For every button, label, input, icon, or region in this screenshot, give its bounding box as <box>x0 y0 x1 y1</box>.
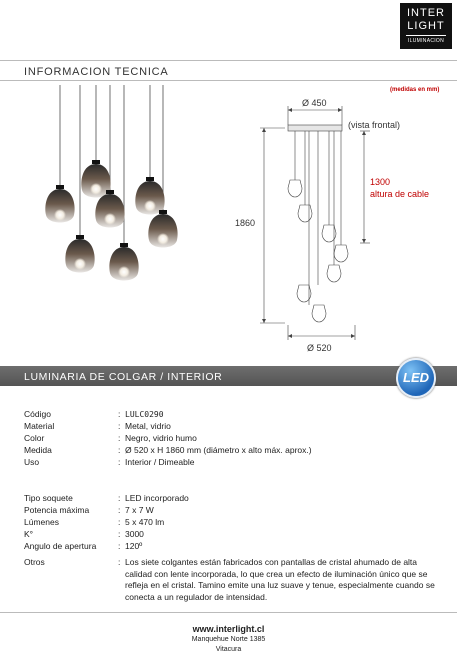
section-title: INFORMACION TECNICA <box>24 66 169 78</box>
spec-value: 120º <box>125 541 143 551</box>
spec-value: Ø 520 x H 1860 mm (diámetro x alto máx. aprox.) <box>125 445 312 455</box>
spec-value: 5 x 470 lm <box>125 517 165 527</box>
brand-line3: ILUMINACION <box>407 38 445 44</box>
otros-description: Los siete colgantes están fabricados con pantallas de cristal ahumado de alta calidad con lente incorporada, lo que crea un efecto de iluminación único que se refleja en el cristal. Tamino emite una luz suave y tenue, especialmente cuando se conecta a un regulador de intensidad. <box>125 557 435 602</box>
spec-value: LED incorporado <box>125 493 189 503</box>
spec-colon: : <box>118 433 121 443</box>
header-bottom-rule <box>0 80 457 81</box>
spec-colon: : <box>118 457 121 467</box>
spec-label: Material <box>24 421 55 431</box>
spec-colon: : <box>118 409 121 419</box>
footer-address: Manquehue Norte 1385 <box>191 636 266 643</box>
spec-label: Uso <box>24 457 40 467</box>
spec-value: Negro, vidrio humo <box>125 433 197 443</box>
spec-value: 7 x 7 W <box>125 505 154 515</box>
spec-label: Angulo de apertura <box>24 541 97 551</box>
dimension-diagram <box>230 95 457 355</box>
spec-label: K° <box>24 529 34 539</box>
spec-colon: : <box>118 517 121 527</box>
top-diameter-label: Ø 450 <box>302 98 327 108</box>
footer-website-link[interactable]: www.interlight.cl <box>192 624 265 634</box>
spec-value: LULC0290 <box>125 410 164 419</box>
spec-label: Medida <box>24 445 52 455</box>
spec-colon: : <box>118 505 121 515</box>
spec-label: Potencia máxima <box>24 505 90 515</box>
units-note: (medidas en mm) <box>390 87 440 93</box>
footer-rule <box>0 612 457 613</box>
otros-colon: : <box>118 557 121 567</box>
spec-label: Código <box>24 409 51 419</box>
header-top-rule <box>0 60 457 61</box>
pendant-7 <box>109 243 138 281</box>
spec-colon: : <box>118 445 121 455</box>
brand-line1: INTER <box>407 7 445 19</box>
product-type-title: LUMINARIA DE COLGAR / INTERIOR <box>24 371 223 383</box>
spec-value: Metal, vidrio <box>125 421 171 431</box>
spec-colon: : <box>118 541 121 551</box>
spec-label: Lúmenes <box>24 517 59 527</box>
pendant-6 <box>65 235 94 273</box>
footer-city: Vitacura <box>215 646 242 653</box>
pendant-1 <box>45 185 74 223</box>
product-photo <box>30 85 200 295</box>
spec-colon: : <box>118 421 121 431</box>
spec-value: 3000 <box>125 529 144 539</box>
otros-label: Otros <box>24 557 45 567</box>
brand-line2: LIGHT <box>407 20 445 32</box>
spec-colon: : <box>118 493 121 503</box>
pendant-4 <box>135 177 164 215</box>
pendant-5 <box>148 210 177 248</box>
total-height-label: 1860 <box>235 218 256 228</box>
cable-length-value: 1300 <box>370 177 391 187</box>
spec-colon: : <box>118 529 121 539</box>
brand-divider <box>406 35 446 36</box>
front-view-label: (vista frontal) <box>348 120 401 130</box>
spec-value: Interior / Dimeable <box>125 457 195 467</box>
bottom-diameter-label: Ø 520 <box>307 343 332 353</box>
led-badge-icon <box>396 358 436 398</box>
cable-length-label: altura de cable <box>370 189 430 199</box>
spec-label: Color <box>24 433 45 443</box>
brand-logo <box>400 3 452 49</box>
spec-label: Tipo soquete <box>24 493 73 503</box>
led-badge-text: LED <box>403 370 429 385</box>
product-type-banner <box>0 366 457 386</box>
